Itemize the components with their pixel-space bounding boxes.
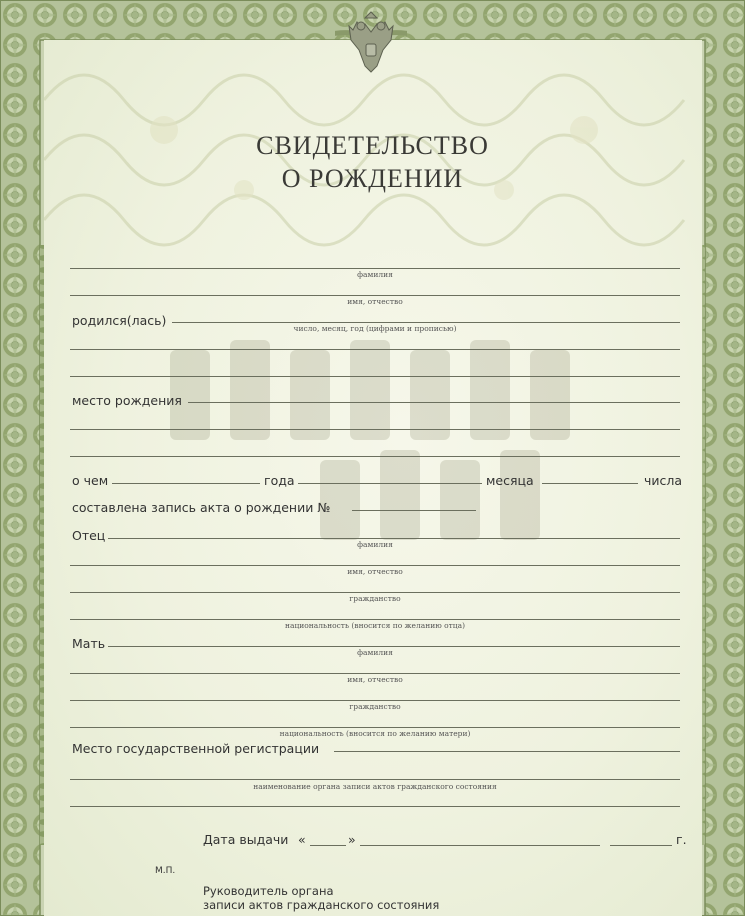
- father-name-hint: имя, отчество: [347, 567, 403, 576]
- birth-place-line-3[interactable]: [70, 456, 680, 457]
- record-year-line[interactable]: [112, 483, 260, 484]
- born-label: родился(лась): [72, 313, 167, 328]
- record-month-line[interactable]: [298, 483, 482, 484]
- child-surname-line[interactable]: [70, 268, 680, 269]
- registration-place-line[interactable]: [334, 751, 680, 752]
- father-surname-line[interactable]: [108, 538, 680, 539]
- birth-place-line-2[interactable]: [70, 429, 680, 430]
- mother-nationality-hint: национальность (вносится по желанию матери): [279, 729, 471, 738]
- issue-day-line[interactable]: [310, 845, 346, 846]
- father-label: Отец: [72, 528, 106, 543]
- record-number-line[interactable]: [352, 510, 476, 511]
- father-name-line[interactable]: [70, 565, 680, 566]
- document-title: СВИДЕТЕЛЬСТВО: [256, 131, 489, 160]
- registration-place-label: Место государственной регистрации: [72, 741, 320, 756]
- child-surname-hint: фамилия: [357, 270, 393, 279]
- record-day-line[interactable]: [542, 483, 638, 484]
- birth-date-hint: число, месяц, год (цифрами и прописью): [293, 324, 457, 333]
- birth-date-line-2[interactable]: [70, 349, 680, 350]
- stamp-label: М.П.: [155, 866, 176, 876]
- month-label: месяца: [486, 473, 534, 488]
- mother-name-hint: имя, отчество: [347, 675, 403, 684]
- mother-label: Мать: [72, 636, 106, 651]
- year-abbr-label: г.: [676, 832, 687, 847]
- head-label-line2: записи актов гражданского состояния: [203, 898, 440, 912]
- father-nationality-line[interactable]: [70, 619, 680, 620]
- year-label: года: [264, 473, 295, 488]
- mother-citizenship-hint: гражданство: [349, 702, 401, 711]
- day-label: числа: [644, 473, 683, 488]
- about-what-label: о чем: [72, 473, 109, 488]
- mother-name-line[interactable]: [70, 673, 680, 674]
- issue-year-line[interactable]: [610, 845, 672, 846]
- father-nationality-hint: национальность (вносится по желанию отца): [284, 621, 466, 630]
- birth-place-line[interactable]: [188, 402, 680, 403]
- birth-place-label: место рождения: [72, 393, 182, 408]
- father-citizenship-hint: гражданство: [349, 594, 401, 603]
- head-label-line1: Руководитель органа: [203, 884, 334, 898]
- mother-citizenship-line[interactable]: [70, 700, 680, 701]
- child-name-line[interactable]: [70, 295, 680, 296]
- blank-line[interactable]: [70, 376, 680, 377]
- document-subtitle: О РОЖДЕНИИ: [281, 164, 464, 193]
- quote-close: »: [348, 832, 356, 847]
- mother-surname-line[interactable]: [108, 646, 680, 647]
- child-name-hint: имя, отчество: [347, 297, 403, 306]
- registry-office-hint: наименование органа записи актов гражданского состояния: [253, 782, 497, 791]
- mother-surname-hint: фамилия: [357, 648, 393, 657]
- birth-date-line[interactable]: [172, 322, 680, 323]
- double-headed-eagle-icon: [335, 10, 407, 82]
- watermark-pattern: [150, 330, 620, 560]
- father-surname-hint: фамилия: [357, 540, 393, 549]
- quote-open: «: [298, 832, 306, 847]
- mother-nationality-line[interactable]: [70, 727, 680, 728]
- issue-month-line[interactable]: [360, 845, 600, 846]
- issue-date-label: Дата выдачи: [203, 832, 289, 847]
- registry-office-line-2[interactable]: [70, 806, 680, 807]
- registry-office-line[interactable]: [70, 779, 680, 780]
- father-citizenship-line[interactable]: [70, 592, 680, 593]
- record-number-label: составлена запись акта о рождении №: [72, 500, 331, 515]
